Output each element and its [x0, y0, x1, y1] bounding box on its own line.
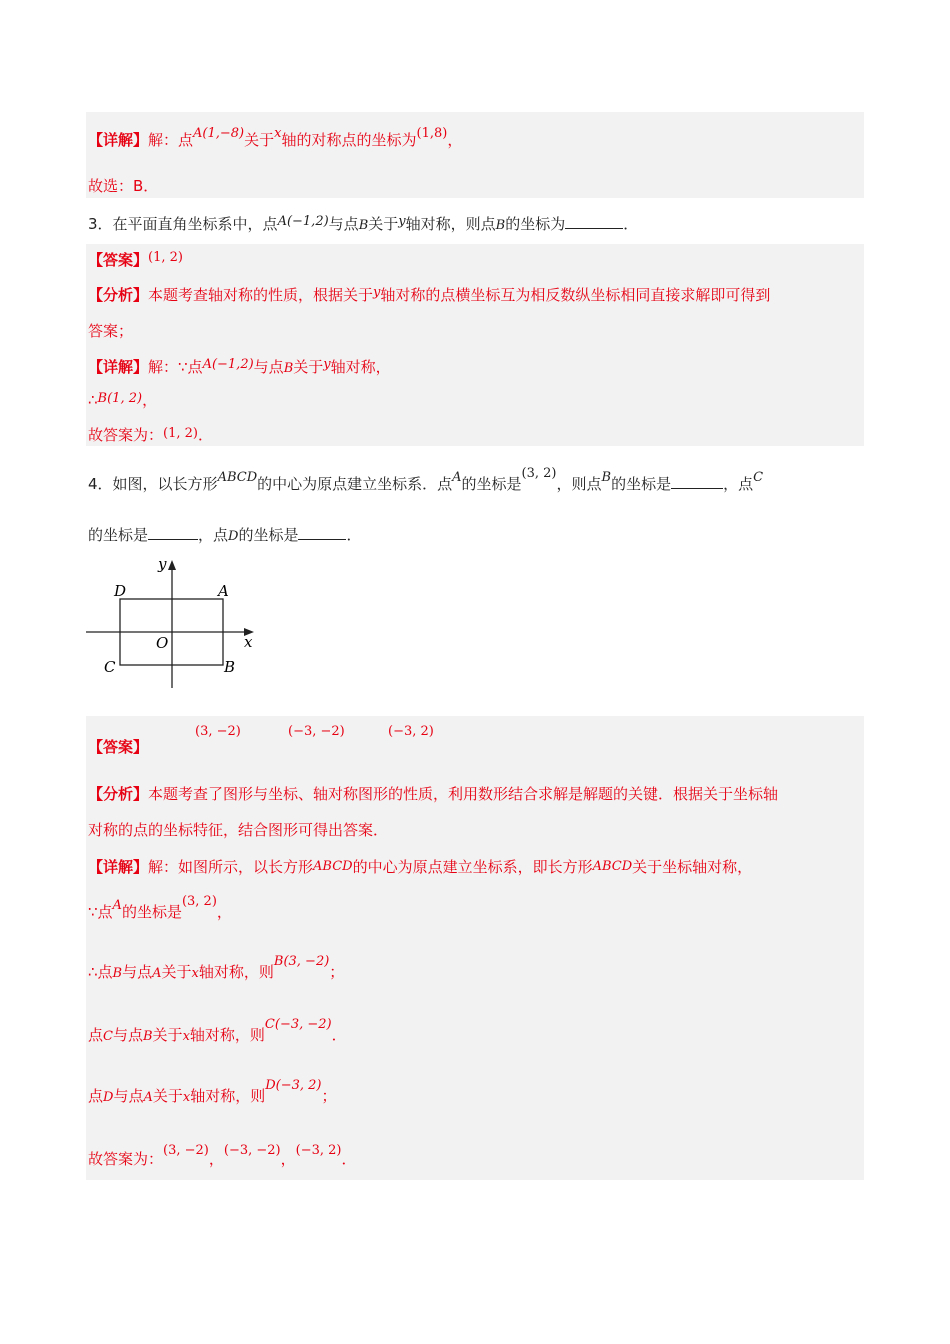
q3-final-line: 故答案为：(1, 2)． — [88, 426, 213, 444]
detail-tag: 【详解】 — [88, 131, 149, 149]
answer-blank-c — [148, 525, 198, 540]
answer-blank-d — [298, 525, 346, 540]
q4-answer-3: (−3, 2) — [388, 724, 434, 739]
q4-stem-line1: 4．如图，以长方形ABCD的中心为原点建立坐标系．点A的坐标是(3, 2)，则点B的坐标是 ，点C — [88, 466, 764, 493]
q3-analysis-line2: 答案； — [88, 322, 134, 340]
result-math: (1,8) — [416, 126, 448, 141]
vertex-d-label: D — [114, 582, 127, 600]
q3-detail-line: 【详解】解：∵点A(−1,2)与点B关于y轴对称， — [88, 357, 391, 376]
q3-analysis-line1: 【分析】本题考查轴对称的性质，根据关于y轴对称的点横坐标互为相反数纵坐标相同直接求解即可得到 — [88, 285, 771, 304]
q2-choose-line: 故选：B． — [88, 177, 159, 195]
x-axis-label: x — [244, 633, 253, 651]
q4-analysis-line2: 对称的点的坐标特征，结合图形可得出答案． — [88, 821, 389, 839]
q4-c-line: 点C与点B关于x轴对称，则C(−3, −2)． — [88, 1017, 347, 1044]
vertex-a-label: A — [218, 582, 229, 600]
q4-answer-2: (−3, −2) — [288, 724, 345, 739]
solution-box-q3 — [86, 244, 864, 446]
y-axis-arrow — [168, 560, 176, 570]
vertex-c-label: C — [104, 658, 116, 676]
q4-answer-1: (3, −2) — [195, 724, 241, 739]
q2-detail-line: 【详解】解：点A(1,−8)关于x轴的对称点的坐标为(1,8)， — [88, 126, 463, 149]
q3-therefore-line: ∴B(1, 2)， — [88, 391, 158, 409]
q4-answer-line: 【答案】 — [88, 738, 149, 756]
q4-detail-line: 【详解】解：如图所示，以长方形ABCD的中心为原点建立坐标系，即长方形ABCD关于坐标轴对称， — [88, 858, 753, 876]
q4-b-line: ∴点B与点A关于x轴对称，则B(3, −2)； — [88, 954, 345, 981]
q4-d-line: 点D与点A关于x轴对称，则D(−3, 2)； — [88, 1078, 337, 1105]
y-axis-label: y — [158, 556, 167, 573]
q4-since-line: ∵点A的坐标是(3, 2)， — [88, 894, 232, 921]
vertex-b-label: B — [224, 658, 236, 676]
origin-label: O — [156, 634, 169, 652]
solution-box-q2 — [86, 112, 864, 198]
rectangle-coordinate-figure — [84, 556, 264, 696]
q4-analysis-line1: 【分析】本题考查了图形与坐标、轴对称图形的性质，利用数形结合求解是解题的关键．根据关于坐标轴 — [88, 785, 779, 803]
answer-blank — [565, 214, 623, 229]
point-a-math: A(1,−8) — [193, 126, 245, 141]
q4-final-line: 故答案为：(3, −2)，(−3, −2)，(−3, 2)． — [88, 1143, 357, 1168]
q4-stem-line2: 的坐标是 ，点D的坐标是 ． — [88, 526, 362, 544]
answer-blank-b — [671, 474, 723, 489]
q3-answer-line: 【答案】(1, 2) — [88, 250, 183, 269]
q3-stem: 3．在平面直角坐标系中，点A(−1,2)与点B关于y轴对称，则点B的坐标为 ． — [88, 214, 639, 233]
